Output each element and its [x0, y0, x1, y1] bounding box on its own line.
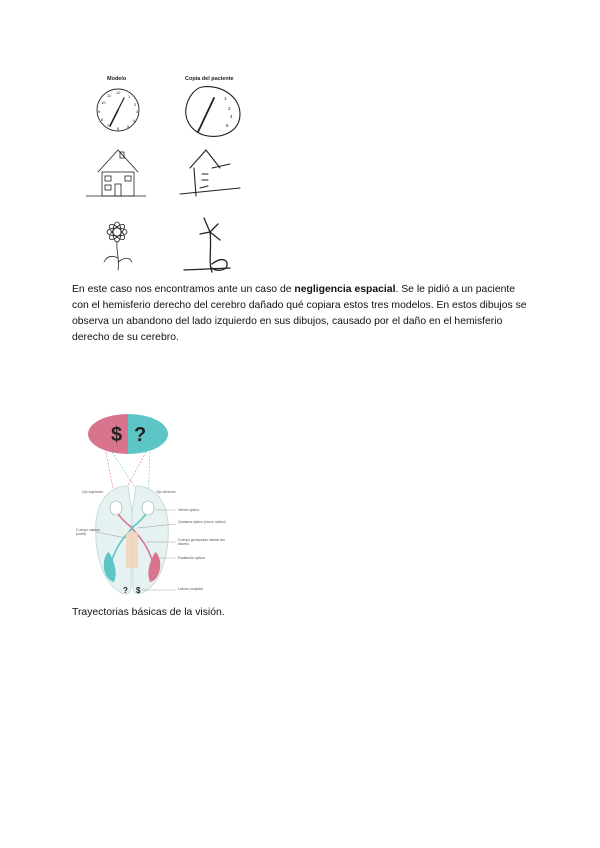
patient-copy-label: Copia del paciente — [185, 76, 234, 82]
visual-field-oval — [88, 414, 168, 454]
paragraph-text-end: . Se le pidió a un paciente con el hemisferio derecho del cerebro dañado qué copiara estos tres modelos. En estos dibujos se observa un abandono del lado izquierdo en sus dibujos, causado por el daño en el hemisferio derecho de su cerebro. — [72, 284, 527, 343]
right-field-symbol: ? — [134, 424, 147, 446]
bottom-right-symbol: $ — [136, 586, 141, 595]
central-region — [126, 532, 138, 568]
left-field-symbol: $ — [111, 424, 123, 446]
svg-text:1: 1 — [224, 96, 227, 101]
svg-text:10: 10 — [101, 100, 106, 105]
visual-pathways-figure — [76, 412, 236, 602]
bottom-left-symbol: ? — [123, 586, 128, 595]
svg-text:6: 6 — [226, 123, 229, 128]
svg-text:2: 2 — [134, 102, 137, 107]
svg-text:3: 3 — [136, 109, 139, 114]
svg-text:4: 4 — [133, 118, 136, 123]
patient-clock-drawing — [186, 87, 240, 137]
svg-text:5: 5 — [127, 124, 130, 129]
paragraph-text-start: En este caso nos encontramos ante un caso de — [72, 284, 295, 295]
svg-text:8: 8 — [101, 117, 104, 122]
patient-flower-drawing — [184, 218, 230, 272]
svg-text:2: 2 — [228, 106, 231, 111]
svg-text:11: 11 — [107, 93, 112, 98]
model-flower-drawing — [104, 222, 132, 270]
left-eye-label: Ojo izquierdo — [82, 490, 104, 494]
optic-nerve-label: Nervio óptico — [178, 508, 199, 512]
patient-house-drawing — [180, 150, 240, 196]
right-eye-label: Ojo derecho — [156, 490, 176, 494]
occipital-lobe-label: Lóbulo occipital — [178, 587, 203, 591]
neglect-description-paragraph — [72, 282, 532, 346]
neglect-drawings-figure — [80, 72, 260, 278]
svg-text:4: 4 — [230, 114, 233, 119]
optic-chiasm-label: Quiasma óptico (cruce óptico) — [178, 520, 226, 524]
model-house-drawing — [86, 150, 146, 196]
svg-text:7: 7 — [107, 123, 110, 128]
paragraph-bold-term: negligencia espacial — [294, 284, 396, 295]
svg-text:6: 6 — [117, 126, 120, 131]
svg-text:12: 12 — [116, 90, 121, 95]
drawings-illustration — [80, 72, 260, 278]
model-clock-drawing — [97, 89, 139, 131]
lateral-geniculate-label: Cuerpo geniculado lateral del tálamo — [178, 538, 225, 546]
svg-text:1: 1 — [128, 94, 131, 99]
corpus-callosum-label: Cuerpo calloso (corte) — [76, 528, 100, 536]
figure-caption: Trayectorias básicas de la visión. — [72, 607, 225, 618]
brain-illustration — [76, 412, 236, 602]
optic-radiation-label: Radiación óptica — [178, 556, 205, 560]
model-label: Modelo — [107, 76, 127, 82]
svg-text:9: 9 — [98, 109, 101, 114]
